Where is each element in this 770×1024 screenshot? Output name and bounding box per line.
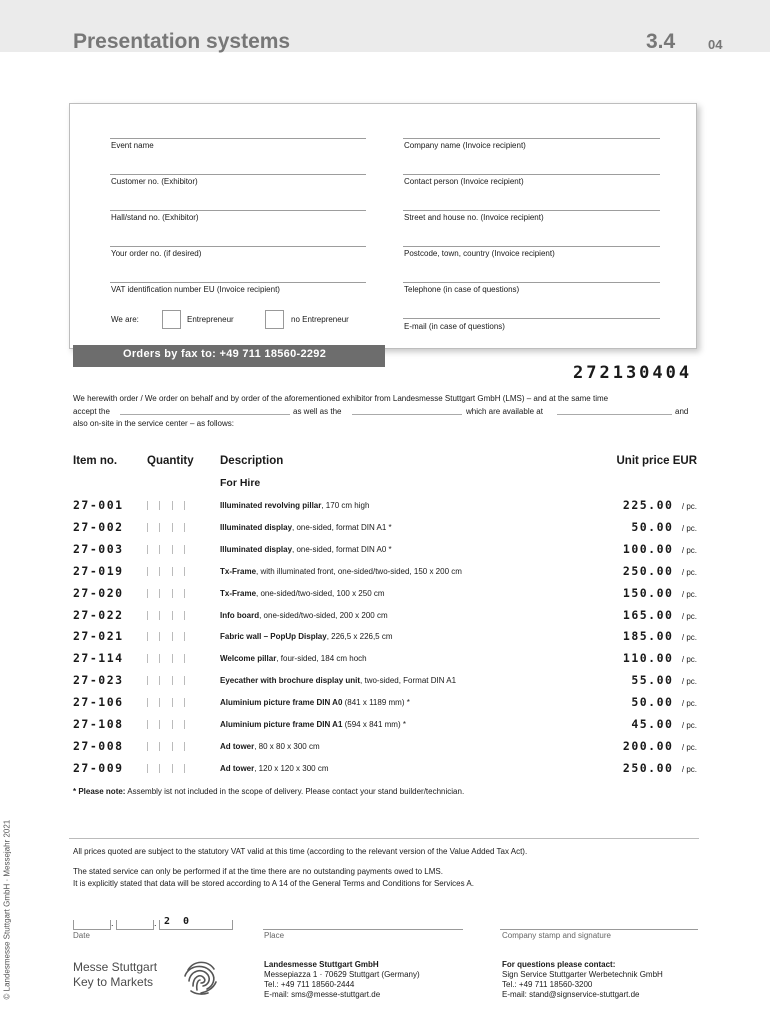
table-row bbox=[0, 736, 770, 758]
quantity-input[interactable] bbox=[147, 501, 185, 510]
place-label: Place bbox=[264, 931, 285, 940]
date-field[interactable] bbox=[73, 916, 233, 930]
vat-text: All prices quoted are subject to the statutory VAT valid at this time (according to the relevant version of the Value Added Tax Act). bbox=[73, 847, 528, 856]
item-number: 27-009 bbox=[73, 760, 124, 775]
item-name: Illuminated display bbox=[220, 544, 293, 554]
quantity-input[interactable] bbox=[147, 654, 185, 663]
item-description bbox=[220, 764, 329, 773]
price-value: 50.00 bbox=[631, 695, 674, 710]
conditions-blank-field[interactable] bbox=[352, 405, 462, 415]
price-value: 185.00 bbox=[622, 629, 674, 644]
header-description: Description bbox=[220, 455, 284, 467]
price-unit: / pc. bbox=[681, 655, 697, 665]
item-price bbox=[631, 717, 697, 731]
quantity-input[interactable] bbox=[147, 611, 185, 620]
item-number: 27-001 bbox=[73, 498, 124, 512]
item-detail: (594 x 841 mm) * bbox=[342, 720, 406, 729]
quantity-input[interactable] bbox=[147, 720, 185, 729]
item-number: 27-019 bbox=[73, 563, 124, 578]
table-row bbox=[0, 758, 770, 780]
item-detail: , one-sided, format DIN A0 * bbox=[292, 544, 392, 554]
intro-accept: accept the bbox=[73, 407, 110, 416]
note-text: Assembly ist not included in the scope of delivery. Please contact your stand builder/technician. bbox=[125, 787, 465, 796]
email-field[interactable] bbox=[403, 318, 660, 319]
logo-name: Messe Stuttgart bbox=[73, 960, 158, 974]
item-price bbox=[631, 695, 697, 709]
item-detail: , 170 cm high bbox=[321, 501, 370, 510]
price-value: 110.00 bbox=[622, 651, 674, 666]
item-description bbox=[220, 742, 320, 751]
fax-number: Orders by fax to: +49 711 18560-2292 bbox=[123, 348, 327, 360]
price-unit: / pc. bbox=[681, 699, 697, 709]
price-unit: / pc. bbox=[681, 611, 697, 621]
table-row bbox=[0, 539, 770, 561]
table-row bbox=[0, 626, 770, 648]
item-number: 27-114 bbox=[73, 651, 124, 666]
item-number: 27-023 bbox=[73, 673, 124, 688]
item-description bbox=[220, 611, 388, 620]
item-name: Eyecather with brochure display unit bbox=[220, 676, 361, 686]
lms-email: E-mail: sms@messe-stuttgart.de bbox=[264, 990, 381, 999]
section-subnumber: 04 bbox=[708, 37, 723, 52]
item-number: 27-008 bbox=[73, 738, 124, 753]
item-detail: , two-sided, Format DIN A1 bbox=[360, 676, 457, 686]
item-detail: , 80 x 80 x 300 cm bbox=[254, 741, 320, 751]
price-value: 55.00 bbox=[631, 673, 674, 688]
date-year-digit: 0 bbox=[183, 916, 190, 927]
intro-line-3: also on-site in the service center – as follows: bbox=[73, 419, 234, 428]
price-unit: / pc. bbox=[681, 589, 697, 599]
table-row bbox=[0, 670, 770, 692]
item-number: 27-106 bbox=[73, 695, 124, 710]
item-description bbox=[220, 676, 456, 685]
no-entrepreneur-checkbox[interactable] bbox=[265, 310, 284, 329]
telephone-field[interactable] bbox=[403, 282, 660, 283]
customer-no-field[interactable] bbox=[110, 174, 366, 175]
item-price bbox=[631, 520, 697, 534]
item-number: 27-022 bbox=[73, 607, 124, 622]
fingerprint-logo-icon bbox=[180, 956, 220, 996]
item-description bbox=[220, 632, 393, 641]
item-description bbox=[220, 567, 462, 576]
street-field[interactable] bbox=[403, 210, 660, 211]
assembly-note bbox=[73, 787, 464, 796]
contact-heading: For questions please contact: bbox=[502, 960, 616, 969]
no-entrepreneur-label: no Entrepreneur bbox=[291, 315, 349, 324]
quantity-input[interactable] bbox=[147, 742, 185, 751]
item-name: Illuminated display bbox=[220, 522, 293, 532]
item-detail: , 226,5 x 226,5 cm bbox=[326, 632, 393, 642]
lms-tel: Tel.: +49 711 18560-2444 bbox=[264, 980, 355, 989]
item-name: Fabric wall – PopUp Display bbox=[220, 632, 327, 642]
quantity-input[interactable] bbox=[147, 589, 185, 598]
item-description bbox=[220, 589, 385, 598]
street-label: Street and house no. (Invoice recipient) bbox=[404, 213, 544, 222]
hall-stand-label: Hall/stand no. (Exhibitor) bbox=[111, 213, 199, 222]
contact-email: E-mail: stand@signservice-stuttgart.de bbox=[502, 990, 640, 999]
header-unit-price: Unit price EUR bbox=[616, 455, 697, 467]
date-day-segment[interactable] bbox=[73, 920, 111, 930]
table-row bbox=[0, 605, 770, 627]
item-detail: , one-sided/two-sided, 100 x 250 cm bbox=[256, 588, 385, 598]
quantity-input[interactable] bbox=[147, 764, 185, 773]
lms-name: Landesmesse Stuttgart GmbH bbox=[264, 960, 379, 969]
item-description bbox=[220, 720, 406, 729]
postcode-field[interactable] bbox=[403, 246, 660, 247]
quantity-input[interactable] bbox=[147, 523, 185, 532]
intro-as-well: as well as the bbox=[293, 407, 342, 416]
event-name-label: Event name bbox=[111, 141, 154, 150]
contact-person-field[interactable] bbox=[403, 174, 660, 175]
item-detail: , with illuminated front, one-sided/two-sided, 150 x 200 cm bbox=[256, 566, 462, 576]
stamp-label: Company stamp and signature bbox=[502, 931, 611, 940]
item-description bbox=[220, 523, 392, 532]
company-name-field[interactable] bbox=[403, 138, 660, 139]
date-label: Date bbox=[73, 931, 90, 940]
email-label: E-mail (in case of questions) bbox=[404, 322, 505, 331]
item-description bbox=[220, 698, 410, 707]
item-price bbox=[623, 651, 697, 665]
table-row bbox=[0, 648, 770, 670]
contact-name: Sign Service Stuttgarter Werbetechnik GmbH bbox=[502, 970, 663, 979]
date-separator: . bbox=[111, 918, 114, 928]
item-detail: , one-sided/two-sided, 200 x 200 cm bbox=[259, 610, 388, 620]
item-detail: , four-sided, 184 cm hoch bbox=[276, 654, 367, 664]
date-year-segment[interactable] bbox=[159, 920, 233, 930]
price-unit: / pc. bbox=[681, 742, 697, 752]
entrepreneur-checkbox[interactable] bbox=[162, 310, 181, 329]
order-no-label: Your order no. (if desired) bbox=[111, 249, 202, 258]
contact-tel: Tel.: +49 711 18560-3200 bbox=[502, 980, 593, 989]
header-quantity: Quantity bbox=[147, 455, 194, 467]
item-price bbox=[623, 608, 697, 622]
item-name: Illuminated revolving pillar bbox=[220, 501, 322, 510]
item-name: Aluminium picture frame DIN A1 bbox=[220, 720, 343, 729]
quantity-input[interactable] bbox=[147, 698, 185, 707]
price-value: 150.00 bbox=[622, 585, 674, 600]
page-title: Presentation systems bbox=[73, 30, 291, 53]
we-are-label: We are: bbox=[111, 315, 139, 324]
item-name: Info board bbox=[220, 610, 260, 620]
item-price bbox=[623, 564, 697, 578]
service-text: The stated service can only be performed if at the time there are no outstanding payments owed to LMS. bbox=[73, 867, 443, 876]
table-row bbox=[0, 561, 770, 583]
contact-person-label: Contact person (Invoice recipient) bbox=[404, 177, 524, 186]
table-row bbox=[0, 583, 770, 605]
website-blank-field[interactable] bbox=[557, 405, 672, 415]
price-unit: / pc. bbox=[681, 545, 697, 555]
terms-blank-field[interactable] bbox=[120, 405, 290, 415]
item-name: Ad tower bbox=[220, 741, 255, 751]
price-value: 50.00 bbox=[631, 519, 674, 534]
table-row bbox=[0, 517, 770, 539]
item-description bbox=[220, 501, 369, 510]
item-number: 27-003 bbox=[73, 541, 124, 556]
lms-address: Messepiazza 1 · 70629 Stuttgart (Germany) bbox=[264, 970, 420, 979]
stamp-field[interactable] bbox=[500, 929, 698, 930]
customer-no-label: Customer no. (Exhibitor) bbox=[111, 177, 198, 186]
quantity-input[interactable] bbox=[147, 545, 185, 554]
price-unit: / pc. bbox=[681, 721, 697, 730]
place-field[interactable] bbox=[263, 929, 463, 930]
order-no-field[interactable] bbox=[110, 246, 366, 247]
item-name: Welcome pillar bbox=[220, 654, 277, 664]
item-name: Ad tower bbox=[220, 763, 255, 773]
footer-divider bbox=[69, 838, 699, 839]
item-description bbox=[220, 654, 367, 663]
table-row bbox=[0, 714, 770, 736]
item-number: 27-020 bbox=[73, 585, 124, 600]
contact-block bbox=[502, 960, 663, 1000]
item-detail: , one-sided, format DIN A1 * bbox=[292, 522, 392, 532]
item-name: Tx-Frame bbox=[220, 588, 257, 598]
quantity-input[interactable] bbox=[147, 632, 185, 641]
intro-and: and bbox=[675, 407, 689, 416]
price-value: 250.00 bbox=[622, 760, 674, 775]
copyright-side-text: © Landesmesse Stuttgart GmbH · Messejahr 2021 bbox=[2, 819, 12, 1000]
section-number: 3.4 bbox=[646, 30, 676, 53]
date-separator: . bbox=[154, 918, 157, 928]
date-month-segment[interactable] bbox=[116, 920, 154, 930]
intro-available: which are available at bbox=[466, 407, 543, 416]
table-row bbox=[0, 495, 770, 517]
quantity-input[interactable] bbox=[147, 676, 185, 685]
price-value: 45.00 bbox=[631, 717, 674, 731]
price-unit: / pc. bbox=[681, 677, 697, 687]
item-detail: , 120 x 120 x 300 cm bbox=[254, 763, 329, 773]
hall-stand-field[interactable] bbox=[110, 210, 366, 211]
telephone-label: Telephone (in case of questions) bbox=[404, 285, 520, 294]
quantity-input[interactable] bbox=[147, 567, 185, 576]
item-description bbox=[220, 545, 392, 554]
price-value: 100.00 bbox=[622, 541, 674, 556]
item-price bbox=[623, 629, 697, 643]
price-unit: / pc. bbox=[681, 567, 697, 577]
item-price bbox=[623, 761, 697, 775]
postcode-label: Postcode, town, country (Invoice recipient) bbox=[404, 249, 555, 258]
price-value: 200.00 bbox=[622, 738, 674, 753]
vat-id-label: VAT identification number EU (Invoice recipient) bbox=[111, 285, 280, 294]
price-unit: / pc. bbox=[681, 523, 697, 533]
price-unit: / pc. bbox=[681, 502, 697, 511]
logo-tagline: Key to Markets bbox=[73, 975, 154, 989]
price-unit: / pc. bbox=[681, 633, 697, 643]
item-price bbox=[623, 586, 697, 600]
item-name: Tx-Frame bbox=[220, 566, 257, 576]
company-name-label: Company name (Invoice recipient) bbox=[404, 141, 526, 150]
section-for-hire: For Hire bbox=[220, 477, 261, 489]
form-code: 272130404 bbox=[573, 363, 693, 383]
price-value: 250.00 bbox=[622, 563, 674, 578]
item-price bbox=[631, 673, 697, 687]
price-value: 225.00 bbox=[622, 498, 674, 512]
item-name: Aluminium picture frame DIN A0 bbox=[220, 698, 343, 708]
price-value: 165.00 bbox=[622, 607, 674, 622]
item-number: 27-021 bbox=[73, 629, 124, 644]
lms-address-block bbox=[264, 960, 420, 1000]
vat-id-field[interactable] bbox=[110, 282, 366, 283]
entrepreneur-label: Entrepreneur bbox=[187, 315, 234, 324]
item-number: 27-108 bbox=[73, 717, 124, 731]
note-label: * Please note: bbox=[73, 787, 126, 796]
date-year-digit: 2 bbox=[164, 916, 171, 927]
price-unit: / pc. bbox=[681, 764, 697, 774]
event-name-field[interactable] bbox=[110, 138, 366, 139]
item-price bbox=[623, 498, 697, 512]
item-number: 27-002 bbox=[73, 519, 124, 534]
item-price bbox=[623, 542, 697, 556]
item-price bbox=[623, 739, 697, 753]
data-storage-text: It is explicitly stated that data will be stored according to A 14 of the General Terms and Conditions for Services A. bbox=[73, 879, 474, 888]
header-item-no: Item no. bbox=[73, 455, 118, 467]
item-detail: (841 x 1189 mm) * bbox=[342, 698, 410, 708]
table-row bbox=[0, 692, 770, 714]
intro-line-1: We herewith order / We order on behalf and by order of the aforementioned exhibitor from Landesmesse Stuttgart GmbH (LMS) – and at the same time bbox=[73, 394, 609, 403]
